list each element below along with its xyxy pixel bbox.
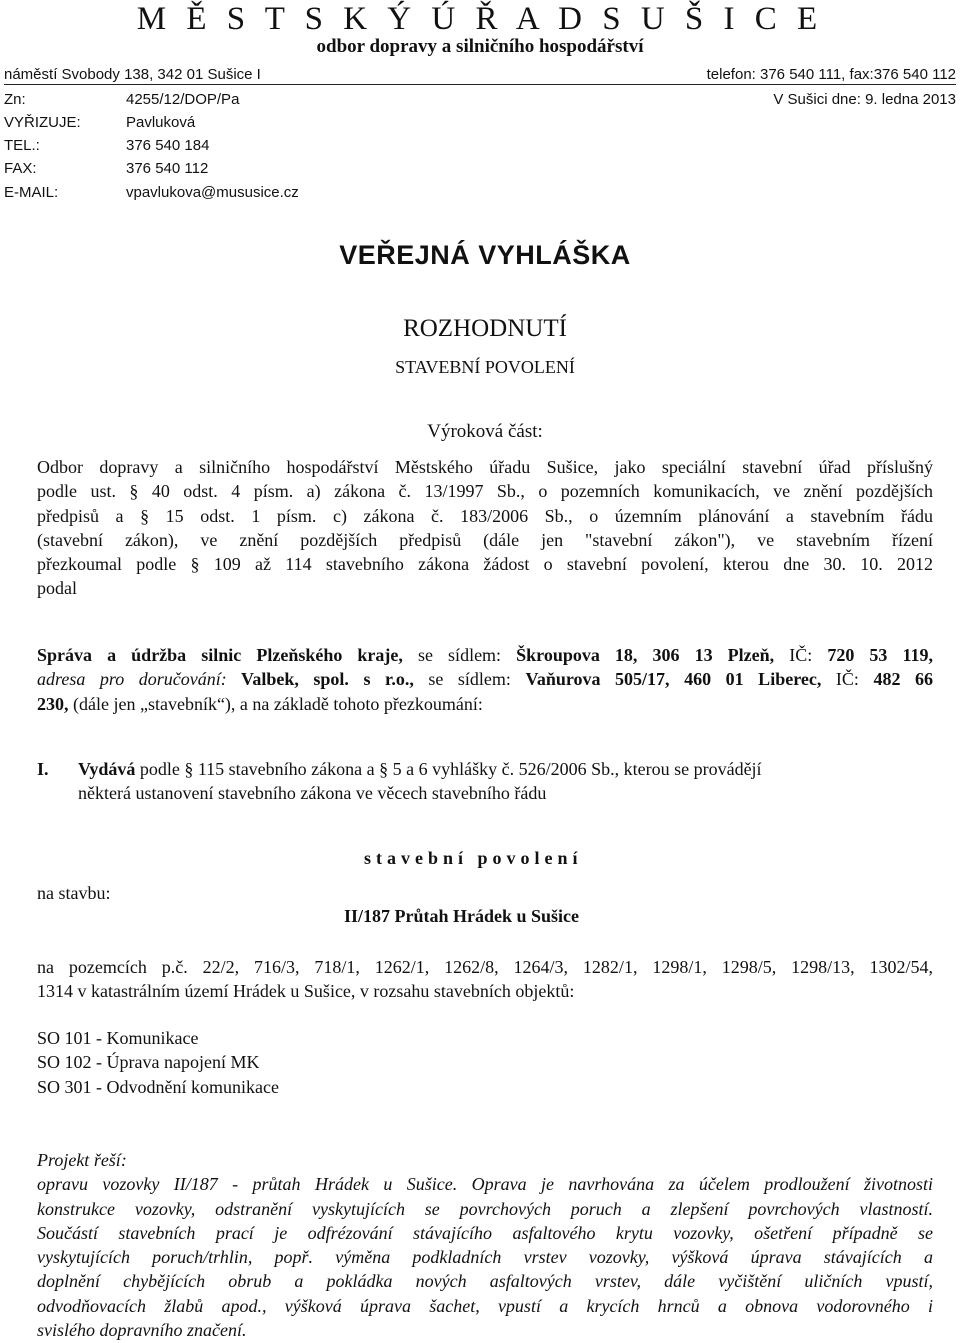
point-1-line: některá ustanovení stavebního zákona ve věcech stavebního řádu (78, 783, 547, 804)
seat2-label: se sídlem: (413, 669, 526, 690)
project-line: odvodňovacích žlabů apod., výšková úprava šachet, vpustí a krycích hrnců a obnova vodorovného i (37, 1295, 933, 1316)
project-line: doplnění chybějících obrub a pokládka nových asfaltových vrstev, dále vyčištění uličních vpustí, (37, 1271, 933, 1292)
delivery-ic-end: 230, (37, 693, 69, 714)
parcels-paragraph (37, 955, 933, 1004)
email-value: vpavlukova@mususice.cz (126, 184, 299, 201)
office-address: náměstí Svobody 138, 342 01 Sušice I (4, 66, 261, 83)
header-divider (4, 84, 956, 85)
parcels-line: na pozemcích p.č. 22/2, 716/3, 718/1, 1262/1, 1262/8, 1264/3, 1282/1, 1298/1, 1298/5, 1298/13, 1302/54, (37, 957, 933, 977)
project-heading: Projekt řeší: (37, 1150, 127, 1170)
point-1-line: Vydává podle § 115 stavebního zákona a § 5 a 6 vyhlášky č. 526/2006 Sb., kterou se provádějí (78, 759, 762, 779)
intro-line: (stavební zákon), ve znění pozdějších předpisů (dále jen "stavební zákon"), ve stavebním řízení (37, 529, 933, 550)
intro-line: přezkoumal podle § 109 až 114 stavebního zákona žádost o stavební povolení, kterou dne 30. 10. 2012 (37, 554, 933, 575)
applicant-ic: 720 53 119, (827, 645, 933, 665)
project-description (37, 1148, 933, 1342)
applicant-closing: (dále jen „stavebník“), a na základě tohoto přezkoumání: (68, 693, 483, 714)
document-date: V Sušici dne: 9. ledna 2013 (773, 91, 956, 108)
list-item: SO 101 - Komunikace (37, 1028, 199, 1048)
applicant-line-1 (37, 643, 933, 667)
applicant-seat: Škroupova 18, 306 13 Plzeň, (516, 645, 775, 665)
for-construction-label: na stavbu: (37, 883, 111, 903)
office-name: M Ě S T S K Ý Ú Ř A D S U Š I C E (136, 1, 824, 37)
delivery-label: adresa pro doručování: (37, 669, 227, 690)
vyrizuje-label: VYŘIZUJE: (4, 114, 81, 131)
intro-line: podal (37, 578, 77, 599)
applicant-line-2 (37, 667, 933, 691)
list-item: SO 102 - Úprava napojení MK (37, 1052, 260, 1073)
decision-heading: ROZHODNUTÍ (403, 315, 567, 342)
list-item: SO 301 - Odvodnění komunikace (37, 1076, 279, 1097)
intro-line: podle ust. § 40 odst. 4 písm. a) zákona č. 13/1997 Sb., o pozemních komunikacích, ve znění pozdějších (37, 481, 933, 502)
parcels-line: 1314 v katastrálním území Hrádek u Sušice, v rozsahu stavebních objektů: (37, 981, 575, 1002)
permit-heading: STAVEBNÍ POVOLENÍ (395, 357, 575, 377)
tel-label: TEL.: (4, 137, 40, 154)
tel-value: 376 540 184 (126, 137, 210, 154)
email-label: E-MAIL: (4, 184, 59, 201)
issues-verb: Vydává (78, 759, 136, 779)
zn-label: Zn: (4, 91, 26, 108)
intro-paragraph (37, 455, 933, 601)
office-phone: telefon: 376 540 111, fax:376 540 112 (706, 66, 956, 83)
project-line: svislého dopravního značení. (37, 1320, 247, 1341)
project-line: opravu vozovky II/187 - průtah Hrádek u Sušice. Oprava je navrhována za účelem prodloužení životnosti (37, 1174, 933, 1195)
delivery-ic: 482 66 (873, 669, 933, 690)
objects-list (37, 1026, 933, 1099)
delivery-name: Valbek, spol. s r.o., (226, 669, 414, 690)
seat-label: se sídlem: (402, 645, 517, 665)
point-1-text (78, 757, 933, 806)
page-title: VEŘEJNÁ VYHLÁŠKA (339, 240, 631, 270)
permit-spaced-heading: stavební povolení (364, 848, 583, 868)
ic-label: IČ: (774, 645, 828, 665)
point-number: I. (37, 759, 49, 779)
fax-value: 376 540 112 (126, 160, 209, 177)
zn-value: 4255/12/DOP/Pa (126, 91, 240, 108)
department-name: odbor dopravy a silničního hospodářství (316, 36, 644, 57)
operative-part-heading: Výroková část: (427, 421, 543, 442)
project-name: II/187 Průtah Hrádek u Sušice (344, 906, 580, 926)
applicant-paragraph (37, 643, 933, 716)
applicant-name: Správa a údržba silnic Plzeňského kraje, (37, 645, 403, 665)
intro-line: předpisů a § 15 odst. 1 písm. c) zákona č. 183/2006 Sb., o územním plánování a stavebním řádu (37, 505, 933, 526)
project-line: vyskytujících poruch/trhlin, popř. výměna podkladních vrstev vozovky, výšková úprava stávajících a (37, 1247, 933, 1268)
project-line: Součástí stavebních prací je odfrézování stávajícího asfaltového krytu vozovky, ošetření případně se (37, 1222, 933, 1243)
intro-line: Odbor dopravy a silničního hospodářství Městského úřadu Sušice, jako speciální stavební úřad příslušný (37, 457, 933, 477)
project-line: konstrukce vozovky, odstranění vyskytujících se povrchových poruch a zlepšení povrchových vlastností. (37, 1198, 933, 1219)
fax-label: FAX: (4, 160, 37, 177)
applicant-line-3 (37, 692, 933, 716)
vyrizuje-value: Pavluková (126, 114, 196, 131)
ic2-label: IČ: (821, 669, 874, 690)
delivery-seat: Vaňurova 505/17, 460 01 Liberec, (525, 669, 822, 690)
